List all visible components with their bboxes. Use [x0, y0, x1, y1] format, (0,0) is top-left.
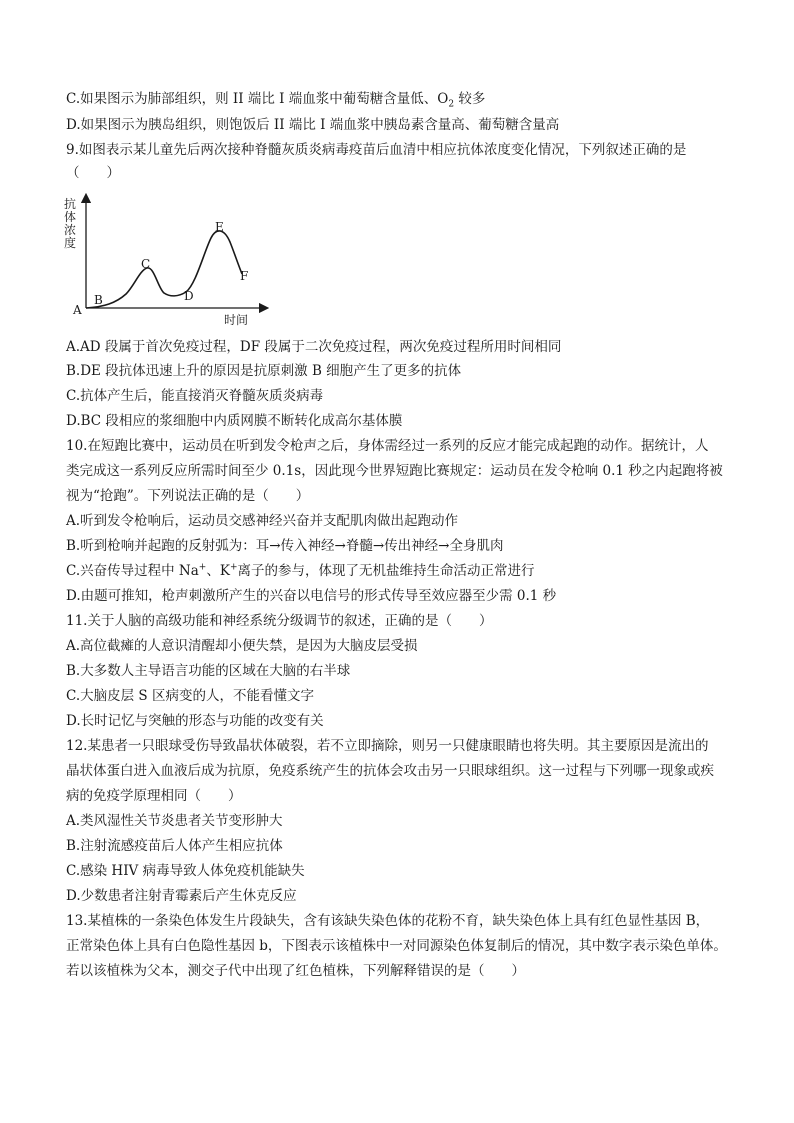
q9-answer-paren: （ ）: [66, 165, 120, 181]
q11-option-c: C.大脑皮层 S 区病变的人，不能看懂文字: [66, 688, 314, 704]
q12-stem-2: 晶状体蛋白进入血液后成为抗原，免疫系统产生的抗体会攻击另一只眼球组织。这一过程与下列哪一现象或疾: [66, 763, 714, 779]
q11-option-d: D.长时记忆与突触的形态与功能的改变有关: [66, 713, 324, 729]
point-d: D: [184, 289, 194, 303]
x-label: 时间: [224, 313, 249, 326]
y-label-1: 抗: [64, 197, 77, 211]
y-label-3: 浓: [64, 223, 77, 237]
q11-option-b: B.大多数人主导语言功能的区域在大脑的右半球: [66, 663, 351, 679]
q12-option-b: B.注射流感疫苗后人体产生相应抗体: [66, 838, 283, 854]
q9-option-b: B.DE 段抗体迅速上升的原因是抗原刺激 B 细胞产生了更多的抗体: [66, 363, 462, 379]
q11-stem: 11.关于人脑的高级功能和神经系统分级调节的叙述，正确的是（ ）: [66, 613, 493, 629]
q12-option-c: C.感染 HIV 病毒导致人体免疫机能缺失: [66, 863, 305, 879]
y-label-4: 度: [64, 236, 77, 250]
q10-option-d: D.由题可推知，枪声刺激所产生的兴奋以电信号的形式传导至效应器至少需 0.1 秒: [66, 588, 557, 604]
q13-stem-2: 正常染色体上具有白色隐性基因 b，下图表示该植株中一对同源染色体复制后的情况，其中数字表示染色单体。: [66, 938, 727, 954]
q12-option-d: D.少数患者注射青霉素后产生休克反应: [66, 888, 297, 904]
q10-stem-1: 10.在短跑比赛中，运动员在听到发令枪声之后，身体需经过一系列的反应才能完成起跑的动作。据统计，人: [66, 438, 709, 454]
y-label-2: 体: [64, 210, 77, 224]
q10-option-a: A.听到发令枪响后，运动员交感神经兴奋并支配肌肉做出起跑动作: [66, 513, 459, 529]
q10-option-c: C.兴奋传导过程中 Na+、K+离子的参与，体现了无机盐维持生命活动正常进行: [66, 562, 535, 579]
q12-stem-1: 12.某患者一只眼球受伤导致晶状体破裂，若不立即摘除，则另一只健康眼睛也将失明。其主要原因是流出的: [66, 738, 709, 754]
q10-stem-3: 视为“抢跑”。下列说法正确的是（ ）: [66, 488, 310, 504]
q12-option-a: A.类风湿性关节炎患者关节变形肿大: [66, 813, 283, 829]
point-a: A: [73, 303, 82, 317]
q11-option-a: A.高位截瘫的人意识清醒却小便失禁，是因为大脑皮层受损: [66, 638, 418, 654]
q9-option-a: A.AD 段属于首次免疫过程，DF 段属于二次免疫过程，两次免疫过程所用时间相同: [66, 339, 562, 355]
q13-stem-3: 若以该植株为父本，测交子代中出现了红色植株，下列解释错误的是（ ）: [66, 963, 525, 979]
point-b: B: [94, 293, 103, 307]
antibody-curve: [86, 231, 242, 308]
q10-stem-2: 类完成这一系列反应所需时间至少 0.1s，因此现今世界短跑比赛规定：运动员在发令枪响 0.1 秒之内起跑将被: [66, 463, 723, 479]
q9-option-d: D.BC 段相应的浆细胞中内质网膜不断转化成高尔基体膜: [66, 413, 403, 429]
q8-option-c: C.如果图示为肺部组织，则 II 端比 I 端血浆中葡萄糖含量低、$O_2$ 较多: [66, 91, 486, 110]
q9-option-c: C.抗体产生后，能直接消灭脊髓灰质炎病毒: [66, 388, 324, 404]
q8-option-d: D.如果图示为胰岛组织，则饱饭后 II 端比 I 端血浆中胰岛素含量高、葡萄糖含量高: [66, 117, 560, 133]
q10-option-b: B.听到枪响并起跑的反射弧为：耳→传入神经→脊髓→传出神经→全身肌肉: [66, 538, 504, 554]
q12-stem-3: 病的免疫学原理相同（ ）: [66, 788, 242, 804]
q9-stem: 9.如图表示某儿童先后两次接种脊髓灰质炎病毒疫苗后血清中相应抗体浓度变化情况，下列叙述正确的是: [66, 142, 687, 158]
point-c: C: [141, 257, 151, 271]
point-f: F: [240, 269, 249, 283]
antibody-concentration-graph: [64, 190, 274, 326]
point-e: E: [215, 220, 224, 234]
q13-stem-1: 13.某植株的一条染色体发生片段缺失，含有该缺失染色体的花粉不育，缺失染色体上具有红色显性基因 B，: [66, 913, 710, 929]
